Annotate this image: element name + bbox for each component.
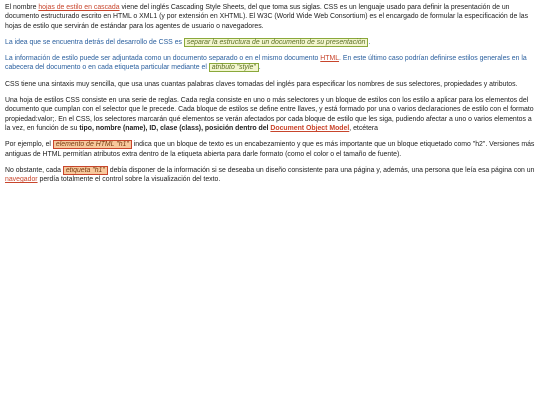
text: Por ejemplo, el (5, 141, 53, 149)
highlight-separar: separar la estructura de un documento de su presentación (184, 38, 369, 47)
link-navegador[interactable]: navegador (5, 176, 38, 184)
text: La información de estilo puede ser adjuntada como un documento separado o en el mismo documento (5, 55, 321, 63)
text: debía disponer de la información si se deseaba un diseño consistente para una página y, además, una persona que leía esa página con un (107, 166, 535, 174)
highlight-elemento-h1: elemento de HTML "h1" (53, 140, 132, 149)
text: No obstante, cada (5, 166, 63, 174)
bold-selector-types: tipo, nombre (name), ID, clase (class), posición dentro del (79, 124, 271, 132)
paragraph-reglas (5, 96, 535, 133)
paragraph-ejemplo (5, 140, 535, 159)
text: , etcétera (349, 124, 378, 132)
paragraph-intro (5, 3, 535, 31)
highlight-etiqueta-h1: etiqueta "h1" (63, 166, 108, 175)
paragraph-no-obstante (5, 166, 535, 185)
link-hojas-de-estilo[interactable]: hojas de estilo en cascada (38, 4, 120, 11)
text: . (258, 64, 261, 72)
text: indica que un bloque de texto es un encabezamiento y que es más importante que un bloque etiquetado como "h2". Versiones más antiguas de HTML permitían atributos extra dentro de la etiqueta abierta para darle formato (como el color o el tamaño de fuente). (5, 141, 535, 158)
text: perdía totalmente el control sobre la visualización del texto. (37, 176, 221, 184)
highlight-atributo-style: atributo "style" (209, 63, 259, 72)
paragraph-informacion (5, 54, 535, 73)
text: . En este último caso podrían definirse estilos generales en la cabecera del documento o en cada etiqueta particular mediante el (5, 55, 527, 72)
text: CSS tiene una sintaxis muy sencilla, que usa unas cuantas palabras claves tomadas del inglés para especificar los nombres de sus selectores, propiedades y atributos. (5, 80, 518, 88)
document-page (0, 0, 540, 184)
text: El nombre (5, 4, 39, 11)
text: Una hoja de estilos CSS consiste en una serie de reglas. Cada regla consiste en uno o más selectores y un bloque de estilos con los estilo a aplicar para los elementos del documento que cumplan con el selector que le precede. Cada bloque de estilos se define entre llaves, y está formado por una o varios declaraciones de estilo con el formato propiedad:valor;. En el CSS, los selectores marcarán qué elementos se verán afectados por cada bloque de estilo que les siga, pudiendo afectar a uno o varios elementos a la vez, en función de su (5, 97, 534, 132)
link-html[interactable]: HTML (320, 55, 340, 63)
paragraph-sintaxis (5, 80, 535, 89)
link-document-object-model[interactable]: Document Object Model (270, 124, 350, 132)
text: La idea que se encuentra detrás del desarrollo de CSS es (5, 38, 184, 46)
text: viene del inglés Cascading Style Sheets, del que toma sus siglas. CSS es un lenguaje usado para definir la presentación de un documento estructurado escrito en HTML o XML1 (y por extensión en XHTML). El W3C (World Wide Web Consortium) es el encargado de formular la especificación de las hojas de estilo que servirán de estándar para los agentes de usuario o navegadores. (5, 4, 529, 30)
paragraph-idea (5, 38, 535, 47)
text: . (368, 38, 371, 46)
